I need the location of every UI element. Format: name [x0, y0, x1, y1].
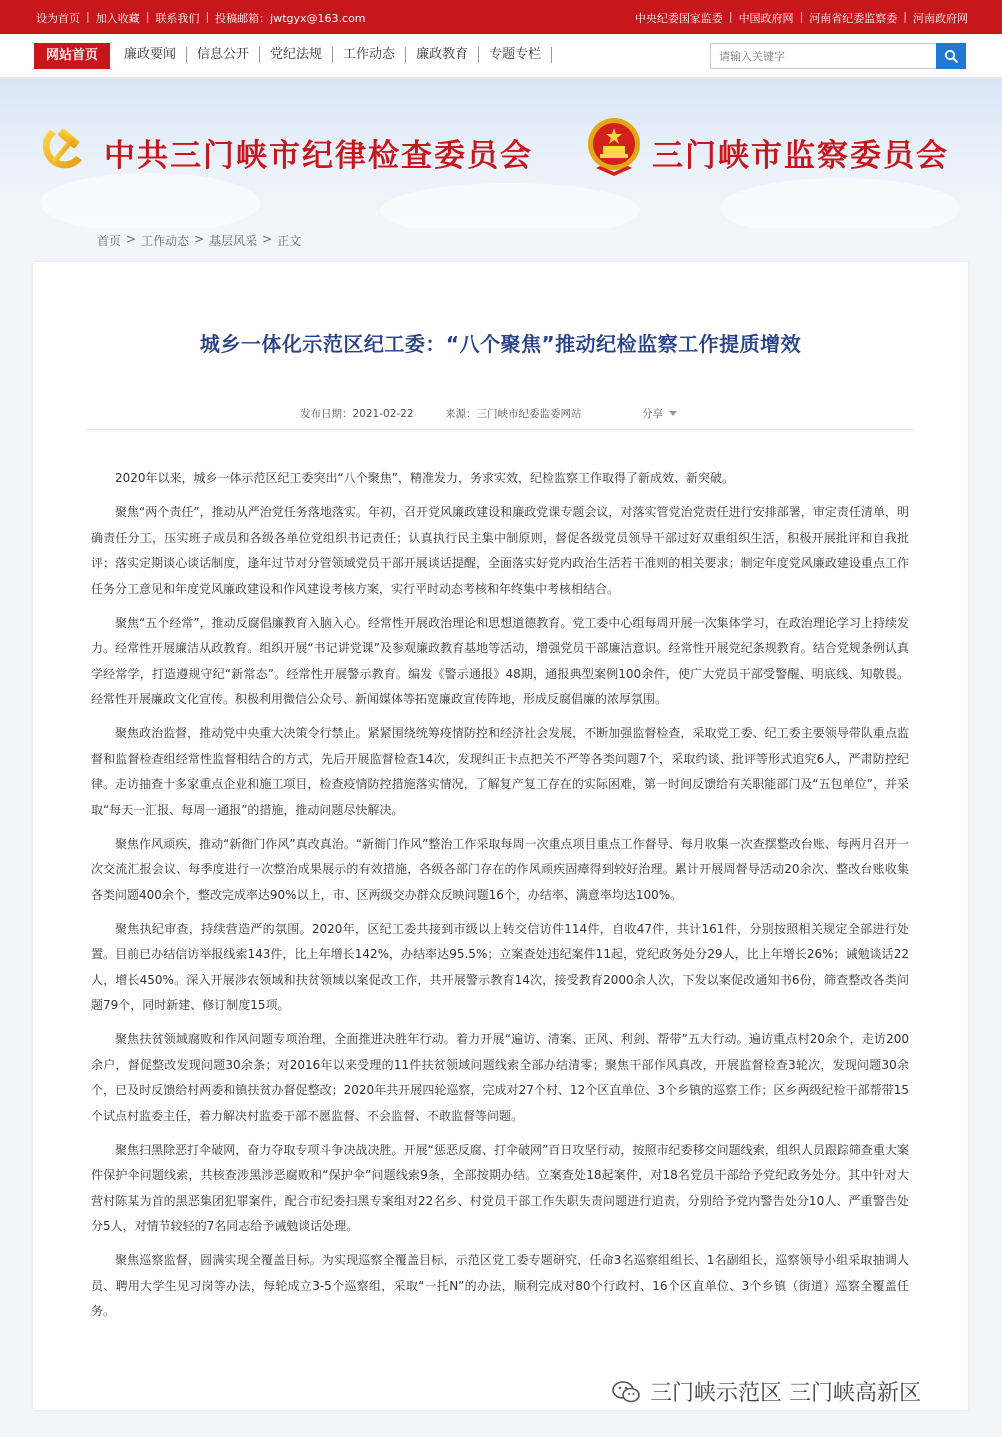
submission-email-link[interactable]: 投稿邮箱：jwtgyx@163.com: [215, 12, 366, 25]
share-label: 分享: [642, 408, 663, 420]
article-paragraph: 聚焦政治监督，推动党中央重大决策令行禁止。紧紧围绕统筹疫情防控和经济社会发展，不断加强监督检查，采取党工委、纪工委主要领导带队重点监督和监督检查组经常性监督相结合的方式，先后开展监督检查14次，发现纠正卡点把关不严等各类问题7个，采取约谈、批评等形式追究6人，严肃防控纪律。走访抽查十多家重点企业和施工项目，检查疫情防控措施落实情况，了解复产复工存在的实际困难，第一时间反馈给有关职能部门及“五包单位”，并采取“每天一汇报、每周一通报”的措施，推动问题尽快解决。: [91, 726, 909, 817]
breadcrumb-work-updates[interactable]: 工作动态: [141, 234, 190, 248]
separator: |: [799, 10, 804, 23]
article-paragraph: 聚焦扫黑除恶打伞破网，奋力夺取专项斗争决战决胜。开展“惩恶反腐、打伞破网”百日攻坚行动，按照市纪委移交问题线索，组织人员跟踪筛查重大案件保护伞问题线索，共核查涉黑涉恶腐败和“保护伞”问题线索9条，全部按期办结。立案查处18起案件，对18名党员干部给予党纪政务处分。其中针对大营村陈某为首的黑恶集团犯罪案件，配合市纪委扫黑专案组对22名乡、村党员干部工作失职失责问题进行追责，分别给予党内警告处分10人、严重警告处分5人，对情节较轻的7名同志给予诫勉谈话处理。: [91, 1142, 909, 1233]
meta-divider: [86, 429, 914, 430]
nav-item-special-topics[interactable]: 专题专栏: [479, 47, 552, 63]
ccdi-link[interactable]: 中央纪委国家监委: [634, 12, 723, 25]
article-paragraph: 聚焦作风顽疾，推动“新衙门作风”真改真治。“新衙门作风”整治工作采取每周一次重点项目重点工作督导、每月收集一次查摆整改台账、每两月召开一次交流汇报会议、每季度进行一次整治成果展示的有效措施，各级各部门存在的作风顽疾固瘴得到较好治理。累计开展周督导活动20余次、整改台账收集各类问题400余个，整改完成率达90%以上，市、区两级交办群众反映问题16个，办结率、满意率均达100%。: [91, 836, 909, 902]
share-dropdown[interactable]: [642, 406, 677, 421]
article-paragraph: 聚焦“两个责任”，推动从严治党任务落地落实。年初，召开党风廉政建设和廉政党课专题会议，对落实管党治党责任进行安排部署，审定责任清单，明确责任分工，压实班子成员和各级各单位党组织书记责任；认真执行民主集中制原则，督促各级党员领导干部过好双重组织生活，积极开展批评和自我批评；落实定期谈心谈话制度，逢年过节对分管领域党员干部开展谈话提醒，全面落实好党内政治生活若干准则的相关要求；制定年度党风廉政建设重点工作任务分工意见和年度党风廉政建设和作风建设考核方案，实行平时动态考核和年终集中考核相结合。: [91, 505, 909, 596]
banner-title-supervision: 三门峡市监察委员会: [652, 138, 949, 174]
add-favorite-link[interactable]: 加入收藏: [95, 12, 140, 25]
wechat-watermark: [612, 1376, 921, 1407]
breadcrumb-separator: >: [126, 232, 137, 246]
breadcrumb-separator: >: [194, 232, 205, 246]
article-source: 来源：三门峡市纪委监委网站: [445, 408, 582, 420]
top-bar: [0, 0, 1002, 34]
article-body: [91, 466, 909, 1333]
article-paragraph: 2020年以来，城乡一体示范区纪工委突出“八个聚焦”，精准发力，务求实效，纪检监察工作取得了新成效、新突破。: [115, 471, 734, 485]
top-bar-left-links: [36, 10, 366, 26]
separator: |: [145, 10, 150, 23]
separator: |: [903, 10, 907, 23]
gov-cn-link[interactable]: 中国政府网: [738, 12, 794, 25]
banner-cloud: [720, 178, 960, 228]
top-bar-right-links: [635, 10, 968, 26]
banner-cloud: [380, 183, 640, 228]
breadcrumb-separator: >: [262, 232, 273, 246]
henan-gov-link[interactable]: 河南政府网: [913, 12, 968, 25]
breadcrumb: [97, 232, 301, 249]
search-button[interactable]: [936, 43, 966, 69]
henan-ccdi-link[interactable]: 河南省纪委监察委: [809, 12, 898, 25]
nav-item-regulations[interactable]: 党纪法规: [260, 47, 333, 63]
separator: |: [728, 10, 733, 23]
national-emblem-icon: [586, 116, 642, 178]
header-banner: [0, 78, 1002, 228]
breadcrumb-home[interactable]: 首页: [97, 234, 122, 248]
nav-items: [114, 47, 552, 63]
search-input[interactable]: [710, 43, 936, 69]
article-paragraph: 聚焦巡察监督，圆满实现全覆盖目标。为实现巡察全覆盖目标，示范区党工委专题研究，任命3名巡察组组长、1名副组长，巡察领导小组采取抽调人员、聘用大学生见习岗等办法，每轮成立3-5个巡察组，采取“一托N”的办法，顺利完成对80个行政村、16个区直单位、3个乡镇（街道）巡察全覆盖任务。: [91, 1253, 909, 1318]
nav-item-disclosure[interactable]: 信息公开: [187, 47, 260, 63]
publish-date: 发布日期：2021-02-22: [300, 408, 414, 420]
wechat-icon: [612, 1380, 640, 1404]
article-paragraph: 聚焦扶贫领域腐败和作风问题专项治理，全面推进决胜年行动。着力开展“遍访、清案、正风、利剑、帮带”五大行动。遍访重点村20余个，走访200余户，督促整改发现问题30余条；对2016年以来受理的11件扶贫领域问题线索全部办结清零；聚焦干部作风真改，开展监督检查3轮次，发现问题30余个，已及时反馈给村两委和镇扶贫办督促整改；2020年共开展四轮巡察，完成对27个村、12个区直单位、3个乡镇的巡察工作；区乡两级纪检干部帮带15个试点村监委主任，着力解决村监委干部不愿监督、不会监督、不敢监督等问题。: [91, 1032, 909, 1123]
nav-item-education[interactable]: 廉政教育: [406, 47, 479, 63]
article-paragraph: 聚焦“五个经常”，推动反腐倡廉教育入脑入心。经常性开展政治理论和思想道德教育。党工委中心组每周开展一次集体学习，在政治理论学习上持续发力。经常性开展廉洁从政教育。组织开展“书记讲党课”及参观廉政教育基地等活动，增强党员干部廉洁意识。经常性开展党纪条规教育。结合党规条例认真学经常学，打造遵规守纪“新常态”。经常性开展警示教育。编发《警示通报》48期，通报典型案例100余件，使广大党员干部受警醒、明底线、知敬畏。经常性开展廉政文化宣传。积极利用微信公众号、新闻媒体等拓宽廉政宣传阵地，形成反腐倡廉的浓厚氛围。: [91, 615, 909, 706]
party-emblem-icon: [36, 120, 92, 176]
nav-home-button[interactable]: 网站首页: [34, 43, 110, 69]
watermark-text: 三门峡示范区 三门峡高新区: [650, 1381, 921, 1406]
article-title: 城乡一体化示范区纪工委：“八个聚焦”推动纪检监察工作提质增效: [199, 332, 802, 356]
search-icon: [944, 49, 958, 63]
separator: |: [86, 10, 90, 23]
set-homepage-link[interactable]: 设为首页: [36, 12, 80, 25]
breadcrumb-grassroots[interactable]: 基层风采: [209, 234, 258, 248]
nav-item-news[interactable]: 廉政要闻: [114, 47, 187, 63]
separator: |: [205, 10, 210, 23]
article-card: [33, 262, 968, 1410]
article-paragraph: 聚焦执纪审查，持续营造严的氛围。2020年，区纪工委共接到市级以上转交信访件114件，自收47件，共计161件，分别按照相关规定全部进行处置。目前已办结信访举报线索143件，比上年增长142%，办结率达95.5%；立案查处违纪案件11起，党纪政务处分29人，比上年增长26%；诫勉谈话22人，增长450%。深入开展涉农领域和扶贫领域以案促改工作，共开展警示教育14次，接受教育2000余人次，下发以案促改通知书6份，筛查整改各类问题79个，同时新建、修订制度15项。: [91, 921, 909, 1012]
main-nav: [0, 34, 1002, 78]
contact-us-link[interactable]: 联系我们: [155, 12, 200, 25]
banner-title-ccdi: 中共三门峡市纪律检查委员会: [104, 138, 533, 174]
chevron-down-icon: [669, 411, 677, 417]
breadcrumb-current: 正文: [277, 234, 302, 248]
search-box: [710, 43, 966, 69]
nav-item-work-updates[interactable]: 工作动态: [333, 47, 406, 63]
banner-cloud: [40, 173, 260, 228]
